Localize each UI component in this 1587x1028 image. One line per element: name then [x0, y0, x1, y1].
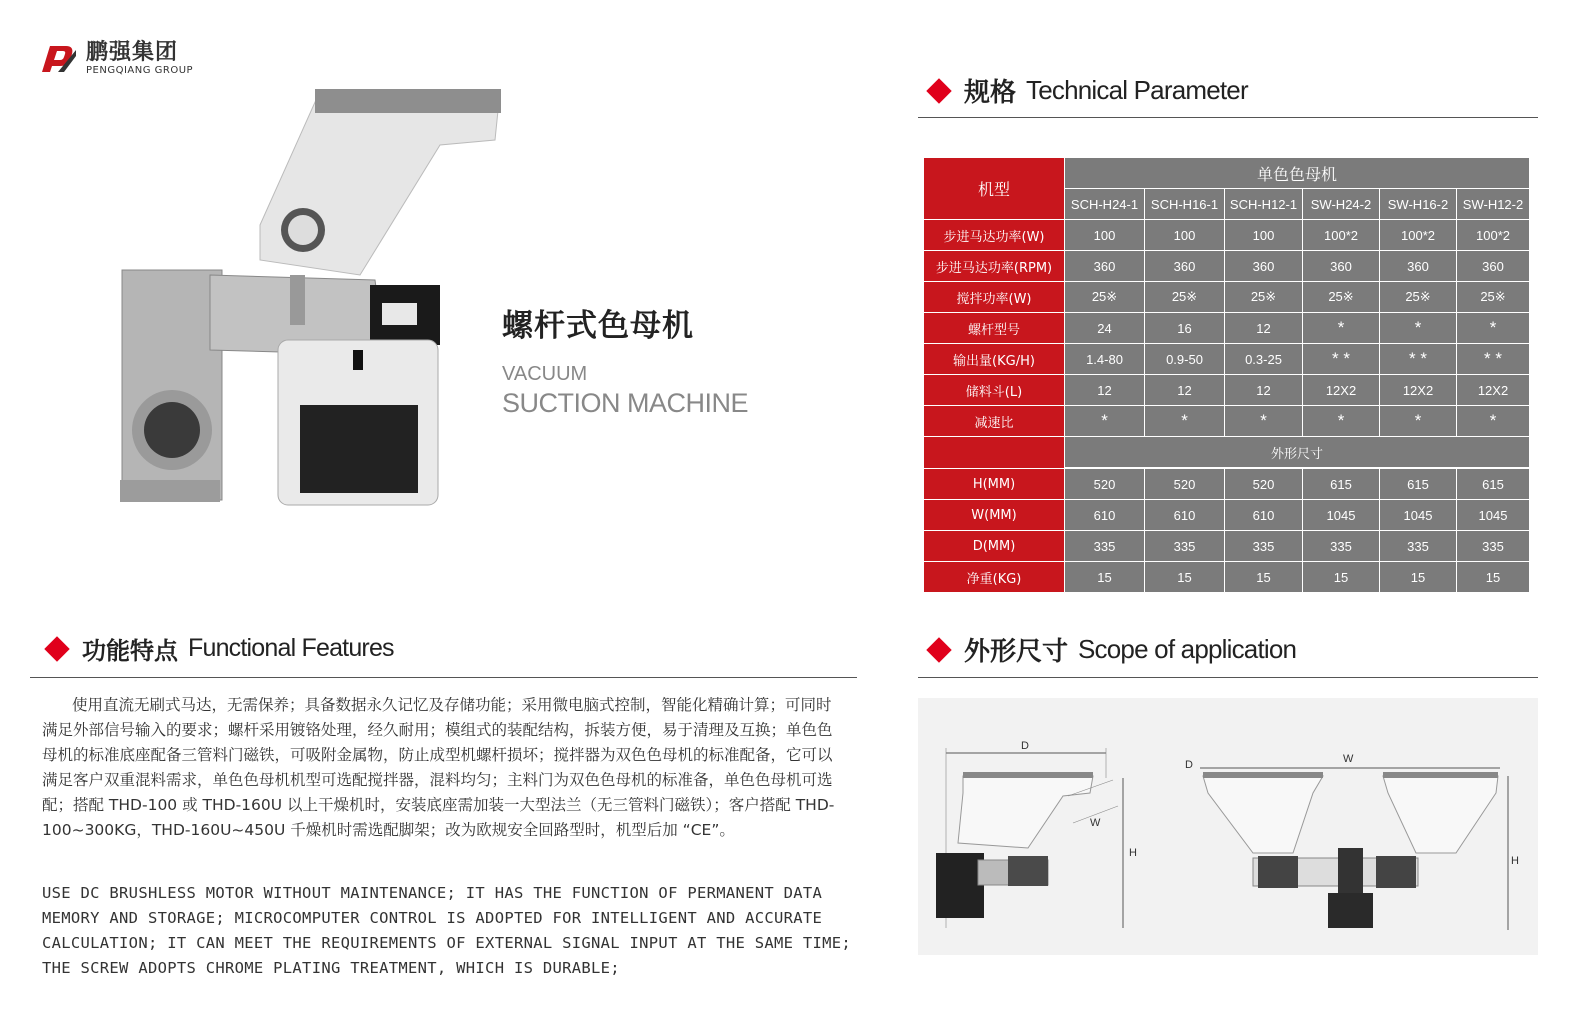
value-cell: 520 [1145, 469, 1225, 500]
tech-heading-rule [918, 117, 1538, 118]
diamond-bullet-icon [926, 637, 951, 662]
diagram-label-w: W [1090, 817, 1101, 829]
value-cell: * [1303, 406, 1380, 437]
value-cell: 360 [1065, 251, 1145, 282]
product-title-cn: 螺杆式色母机 [502, 308, 694, 344]
value-cell: * [1380, 313, 1457, 344]
value-cell: 12X2 [1303, 375, 1380, 406]
value-cell: * * [1380, 344, 1457, 375]
value-cell: 25※ [1225, 282, 1303, 313]
table-row [924, 251, 1530, 282]
value-cell: 610 [1225, 500, 1303, 531]
product-image [110, 85, 510, 510]
value-cell: 15 [1065, 562, 1145, 593]
value-cell: * [1303, 313, 1380, 344]
features-text-en: USE DC BRUSHLESS MOTOR WITHOUT MAINTENANCE; IT HAS THE FUNCTION OF PERMANENT DATA MEMORY AND STORAGE; MICROCOMPUTER CONTROL IS ADOPTED FOR INTELLIGENT AND ACCURATE CALCULATION; IT CAN MEET THE REQUIREMENTS OF EXTERNAL SIGNAL INPUT AT THE SAME TIME; THE SCREW ADOPTS CHROME PLATING TREATMENT, WHICH IS DURABLE; [42, 884, 852, 977]
diagram-label-w2: W [1343, 753, 1354, 765]
row-label: 步进马达功率(W) [924, 220, 1065, 251]
value-cell: 335 [1225, 531, 1303, 562]
table-row [924, 344, 1530, 375]
value-cell: 0.3-25 [1225, 344, 1303, 375]
table-row [924, 313, 1530, 344]
value-cell: 335 [1065, 531, 1145, 562]
dimension-diagram [918, 698, 1538, 955]
value-cell: 15 [1225, 562, 1303, 593]
logo-en-text: PENGQIANG GROUP [86, 64, 194, 76]
value-cell: 360 [1145, 251, 1225, 282]
model-label-cell: 机型 [924, 158, 1065, 220]
row-label: 搅拌功率(W) [924, 282, 1065, 313]
tech-heading-en: Technical Parameter [1026, 75, 1248, 105]
dims-label-cell: 外形尺寸 [1065, 437, 1530, 468]
value-cell: 12 [1225, 375, 1303, 406]
value-cell: 1045 [1457, 500, 1530, 531]
row-label: 输出量(KG/H) [924, 344, 1065, 375]
value-cell: 360 [1225, 251, 1303, 282]
row-label: 步进马达功率(RPM) [924, 251, 1065, 282]
value-cell: 615 [1457, 469, 1530, 500]
value-cell: 335 [1457, 531, 1530, 562]
model-cell: SCH-H16-1 [1145, 189, 1225, 220]
value-cell: * [1225, 406, 1303, 437]
table-row [924, 220, 1530, 251]
value-cell: 335 [1303, 531, 1380, 562]
value-cell: 100*2 [1457, 220, 1530, 251]
features-heading [48, 631, 394, 666]
value-cell: * * [1457, 344, 1530, 375]
diagram-label-d2: D [1185, 759, 1193, 771]
dimension-drawing [918, 698, 1538, 955]
features-text-cn: 使用直流无刷式马达，无需保养；具备数据永久记忆及存储功能；采用微电脑式控制，智能化精确计算；可同时满足外部信号输入的要求；螺杆采用镀铬处理，经久耐用；模组式的装配结构，拆装方便，易于清理及互换；单色色母机的标准底座配备三管料门磁铁，可吸附金属物，防止成型机螺杆损坏；搅拌器为双色色母机的标准配备，它可以满足客户双重混料需求，单色色母机机型可选配搅拌器，混料均匀；主料门为双色色母机的标准备，单色色母机可选配；搭配 THD-100 或 THD-160U 以上干燥机时，安装底座需加装一大型法兰（无三管料门磁铁）；客户搭配 THD-100~300KG，THD-160U~450U 千燥机时需选配脚架；改为欧规安全回路型时，机型后加 “CE”。 [42, 696, 835, 839]
value-cell: 15 [1145, 562, 1225, 593]
scope-heading-rule [918, 677, 1538, 678]
tech-heading-cn: 规格 [964, 78, 1017, 108]
features-heading-rule [30, 677, 857, 678]
row-label: W(MM) [924, 500, 1065, 531]
features-heading-cn: 功能特点 [82, 637, 178, 665]
spec-table [923, 157, 1530, 593]
value-cell: 15 [1457, 562, 1530, 593]
value-cell: 12 [1065, 375, 1145, 406]
row-label: 储料斗(L) [924, 375, 1065, 406]
pengqiang-logo-icon [36, 40, 78, 76]
value-cell: 12 [1145, 375, 1225, 406]
value-cell: 360 [1303, 251, 1380, 282]
value-cell: 25※ [1145, 282, 1225, 313]
dims-label-spacer [924, 437, 1065, 469]
value-cell: * [1457, 406, 1530, 437]
table-row [924, 406, 1530, 437]
value-cell: 25※ [1457, 282, 1530, 313]
value-cell: 16 [1145, 313, 1225, 344]
value-cell: 360 [1380, 251, 1457, 282]
row-label: 螺杆型号 [924, 313, 1065, 344]
value-cell: 0.9-50 [1145, 344, 1225, 375]
row-label: 减速比 [924, 406, 1065, 437]
table-row [924, 500, 1530, 531]
model-cell: SCH-H12-1 [1225, 189, 1303, 220]
value-cell: 335 [1145, 531, 1225, 562]
value-cell: 25※ [1065, 282, 1145, 313]
diagram-label-h2: H [1511, 855, 1519, 867]
value-cell: 12 [1225, 313, 1303, 344]
value-cell: 12X2 [1457, 375, 1530, 406]
value-cell: * [1380, 406, 1457, 437]
diagram-label-d: D [1021, 740, 1029, 752]
value-cell: 100*2 [1303, 220, 1380, 251]
value-cell: * * [1303, 344, 1380, 375]
table-row [924, 375, 1530, 406]
product-title-en-line1: VACUUM [502, 363, 588, 385]
value-cell: 100 [1065, 220, 1145, 251]
value-cell: 610 [1145, 500, 1225, 531]
value-cell: 100*2 [1380, 220, 1457, 251]
value-cell: 100 [1225, 220, 1303, 251]
value-cell: 520 [1225, 469, 1303, 500]
row-label: D(MM) [924, 531, 1065, 562]
value-cell: 25※ [1303, 282, 1380, 313]
scope-heading-en: Scope of application [1078, 634, 1297, 664]
tech-param-heading [930, 72, 1248, 109]
value-cell: 25※ [1380, 282, 1457, 313]
scope-heading [930, 631, 1296, 668]
value-cell: 615 [1380, 469, 1457, 500]
value-cell: 15 [1303, 562, 1380, 593]
value-cell: * [1065, 406, 1145, 437]
table-row [924, 562, 1530, 593]
company-logo [36, 40, 193, 76]
value-cell: 520 [1065, 469, 1145, 500]
value-cell: 100 [1145, 220, 1225, 251]
value-cell: * [1457, 313, 1530, 344]
row-label: 净重(KG) [924, 562, 1065, 593]
diamond-bullet-icon [926, 78, 951, 103]
value-cell: * [1145, 406, 1225, 437]
row-label: H(MM) [924, 469, 1065, 500]
model-cell: SW-H16-2 [1380, 189, 1457, 220]
scope-heading-cn: 外形尺寸 [964, 637, 1069, 667]
group-label-cell: 单色色母机 [1065, 158, 1530, 189]
value-cell: 615 [1303, 469, 1380, 500]
logo-cn-text: 鹏强集团 [86, 39, 179, 65]
value-cell: 1045 [1303, 500, 1380, 531]
value-cell: 12X2 [1380, 375, 1457, 406]
features-heading-en: Functional Features [188, 634, 394, 662]
table-row [924, 282, 1530, 313]
value-cell: 610 [1065, 500, 1145, 531]
table-row [924, 531, 1530, 562]
model-cell: SCH-H24-1 [1065, 189, 1145, 220]
value-cell: 335 [1380, 531, 1457, 562]
model-cell: SW-H24-2 [1303, 189, 1380, 220]
value-cell: 1045 [1380, 500, 1457, 531]
diagram-label-h: H [1129, 847, 1137, 859]
model-cell: SW-H12-2 [1457, 189, 1530, 220]
diamond-bullet-icon [44, 636, 69, 661]
value-cell: 1.4-80 [1065, 344, 1145, 375]
product-title-en-line2: SUCTION MACHINE [502, 388, 749, 418]
value-cell: 24 [1065, 313, 1145, 344]
value-cell: 15 [1380, 562, 1457, 593]
table-row [924, 469, 1530, 500]
value-cell: 360 [1457, 251, 1530, 282]
